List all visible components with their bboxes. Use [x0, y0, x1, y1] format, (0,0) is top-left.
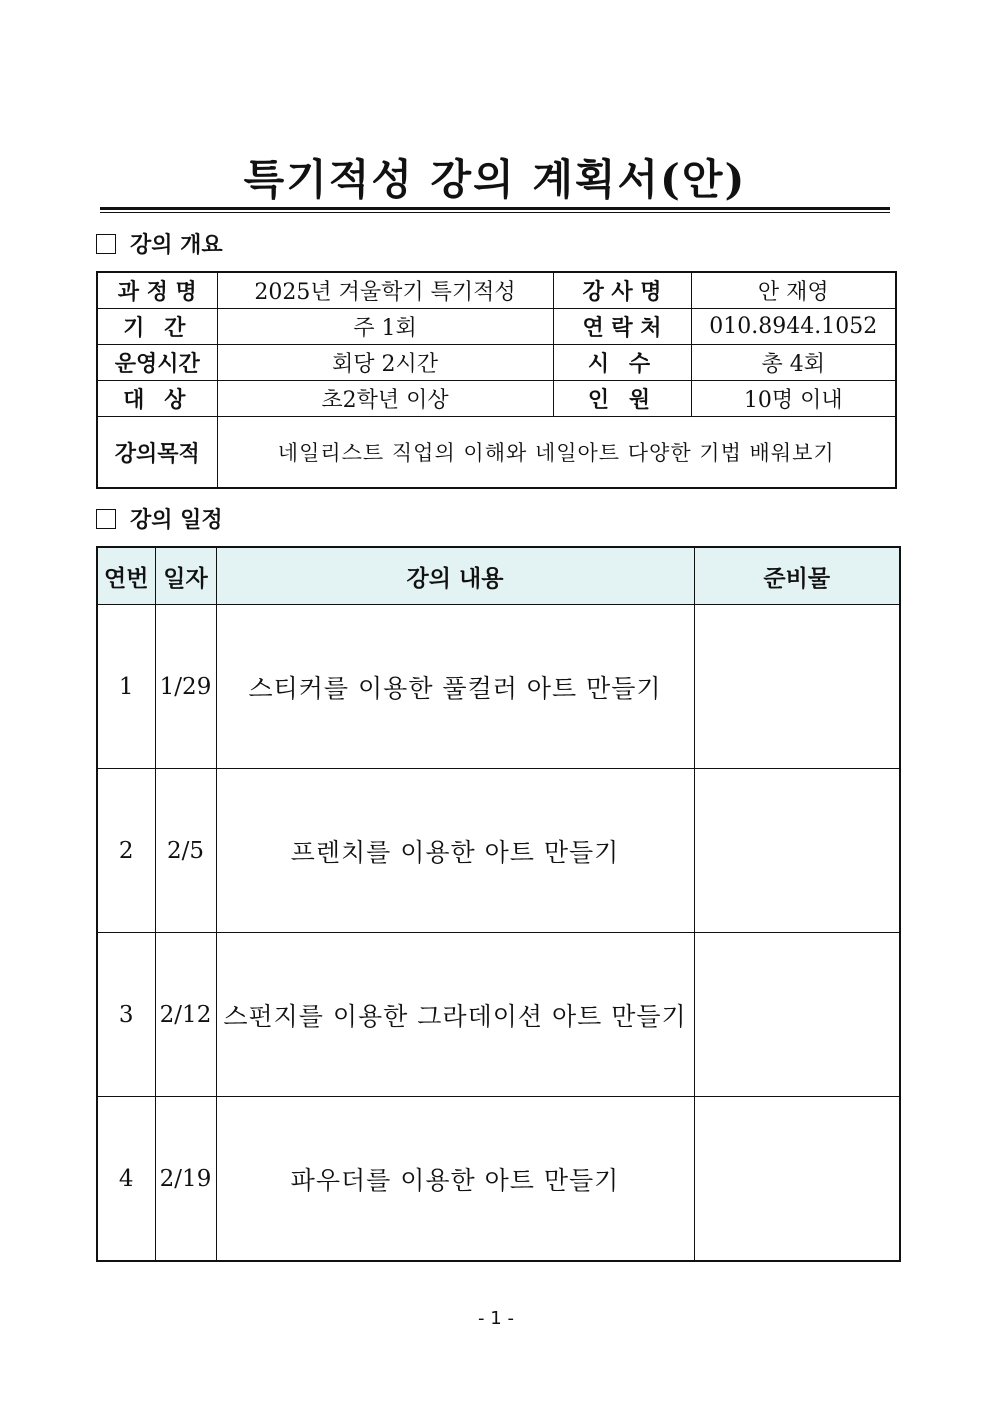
contact-label: 연 락 처 — [553, 309, 691, 345]
period-label: 기 간 — [97, 309, 217, 345]
purpose-label: 강의목적 — [97, 417, 217, 489]
sessions-value: 총 4회 — [691, 345, 896, 381]
row-materials — [694, 1097, 900, 1262]
table-row — [97, 769, 900, 933]
row-no: 4 — [97, 1097, 155, 1262]
page-title: 특기적성 강의 계획서(안) — [243, 155, 747, 204]
instructor-value: 안 재영 — [691, 272, 896, 309]
table-row — [97, 933, 900, 1097]
row-materials — [694, 769, 900, 933]
row-date: 2/12 — [155, 933, 216, 1097]
table-row — [97, 345, 896, 381]
title-underline-thin — [100, 212, 890, 213]
page-number: - 1 - — [478, 1308, 514, 1329]
row-no: 2 — [97, 769, 155, 933]
period-value: 주 1회 — [217, 309, 553, 345]
table-row — [97, 1097, 900, 1262]
title-underline-thick — [100, 207, 890, 210]
target-label: 대 상 — [97, 381, 217, 417]
row-no: 3 — [97, 933, 155, 1097]
row-content: 파우더를 이용한 아트 만들기 — [216, 1097, 694, 1262]
section-heading-text: 강의 개요 — [130, 232, 223, 258]
section-heading-text: 강의 일정 — [130, 507, 223, 533]
headcount-label: 인 원 — [553, 381, 691, 417]
row-materials — [694, 933, 900, 1097]
header-content: 강의 내용 — [216, 547, 694, 605]
hours-label: 운영시간 — [97, 345, 217, 381]
header-date: 일자 — [155, 547, 216, 605]
row-content: 프렌치를 이용한 아트 만들기 — [216, 769, 694, 933]
header-materials: 준비물 — [694, 547, 900, 605]
header-no: 연번 — [97, 547, 155, 605]
sessions-label: 시 수 — [553, 345, 691, 381]
target-value: 초2학년 이상 — [217, 381, 553, 417]
table-row — [97, 605, 900, 769]
checkbox-square-icon — [96, 234, 116, 254]
headcount-value: 10명 이내 — [691, 381, 896, 417]
schedule-table — [96, 546, 901, 1262]
section-heading-schedule — [96, 503, 223, 534]
table-row — [97, 381, 896, 417]
contact-value: 010.8944.1052 — [691, 309, 896, 345]
course-value: 2025년 겨울학기 특기적성 — [217, 272, 553, 309]
instructor-label: 강 사 명 — [553, 272, 691, 309]
course-label: 과 정 명 — [97, 272, 217, 309]
row-materials — [694, 605, 900, 769]
row-date: 2/19 — [155, 1097, 216, 1262]
row-content: 스펀지를 이용한 그라데이션 아트 만들기 — [216, 933, 694, 1097]
purpose-value: 네일리스트 직업의 이해와 네일아트 다양한 기법 배워보기 — [217, 417, 896, 489]
row-date: 1/29 — [155, 605, 216, 769]
row-no: 1 — [97, 605, 155, 769]
row-date: 2/5 — [155, 769, 216, 933]
section-heading-overview — [96, 228, 223, 259]
table-row — [97, 309, 896, 345]
row-content: 스티커를 이용한 풀컬러 아트 만들기 — [216, 605, 694, 769]
table-row — [97, 417, 896, 489]
overview-table — [96, 271, 897, 489]
table-row — [97, 272, 896, 309]
hours-value: 회당 2시간 — [217, 345, 553, 381]
checkbox-square-icon — [96, 509, 116, 529]
table-header-row — [97, 547, 900, 605]
